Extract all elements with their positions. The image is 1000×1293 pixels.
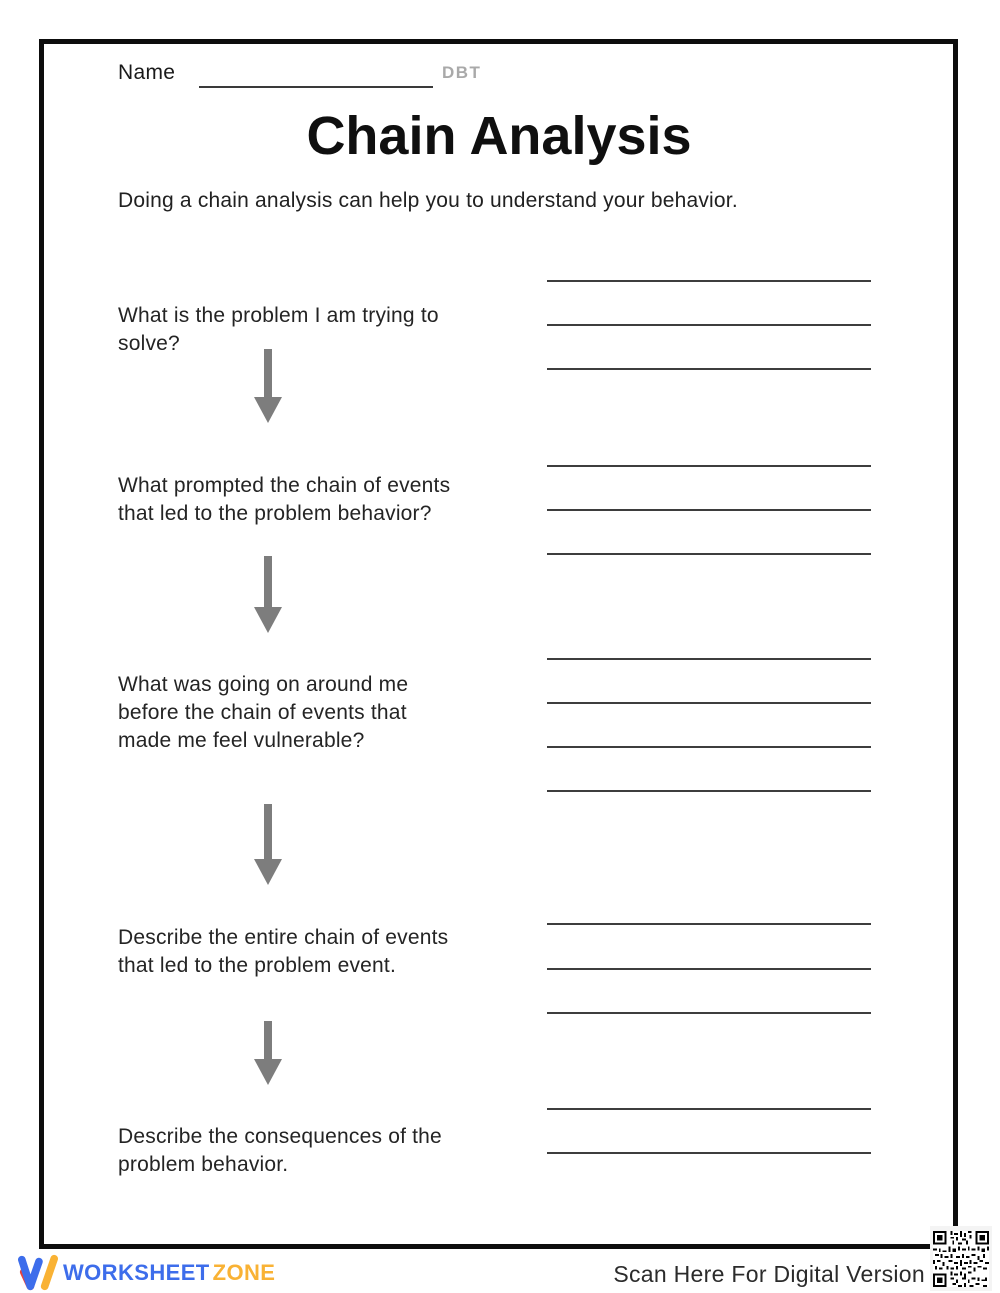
- name-label: Name: [118, 61, 176, 84]
- answer-line[interactable]: [547, 1012, 871, 1014]
- page-border: [39, 39, 958, 1249]
- worksheetzone-w-icon: [17, 1253, 59, 1293]
- dbt-label: DBT: [442, 63, 482, 82]
- answer-line[interactable]: [547, 746, 871, 748]
- answer-line[interactable]: [547, 923, 871, 925]
- scan-here-text: Scan Here For Digital Version: [613, 1261, 925, 1287]
- answer-line[interactable]: [547, 465, 871, 467]
- name-input-line[interactable]: [199, 86, 433, 88]
- down-arrow-icon: [253, 349, 283, 423]
- down-arrow-icon: [253, 556, 283, 633]
- answer-line[interactable]: [547, 790, 871, 792]
- worksheetzone-logo: [17, 1253, 275, 1293]
- answer-line[interactable]: [547, 280, 871, 282]
- answer-line[interactable]: [547, 1108, 871, 1110]
- answer-line[interactable]: [547, 1152, 871, 1154]
- subtitle: Doing a chain analysis can help you to understand your behavior.: [118, 189, 738, 212]
- answer-line[interactable]: [547, 368, 871, 370]
- brand-worksheet: WORKSHEET: [63, 1260, 210, 1285]
- question-1: What is the problem I am trying to solve?: [118, 304, 439, 355]
- question-3: What was going on around me before the chain of events that made me feel vulnerable?: [118, 673, 409, 752]
- brand-name: [63, 1260, 275, 1286]
- answer-line[interactable]: [547, 968, 871, 970]
- answer-line[interactable]: [547, 509, 871, 511]
- question-2: What prompted the chain of events that led to the problem behavior?: [118, 474, 451, 525]
- answer-line[interactable]: [547, 658, 871, 660]
- answer-line[interactable]: [547, 324, 871, 326]
- down-arrow-icon: [253, 1021, 283, 1085]
- question-5: Describe the consequences of the problem behavior.: [118, 1125, 442, 1176]
- question-4: Describe the entire chain of events that led to the problem event.: [118, 926, 449, 977]
- brand-zone: ZONE: [212, 1260, 276, 1285]
- page-title: Chain Analysis: [306, 106, 692, 166]
- qr-code: [930, 1226, 992, 1291]
- down-arrow-icon: [253, 804, 283, 885]
- answer-line[interactable]: [547, 553, 871, 555]
- answer-line[interactable]: [547, 702, 871, 704]
